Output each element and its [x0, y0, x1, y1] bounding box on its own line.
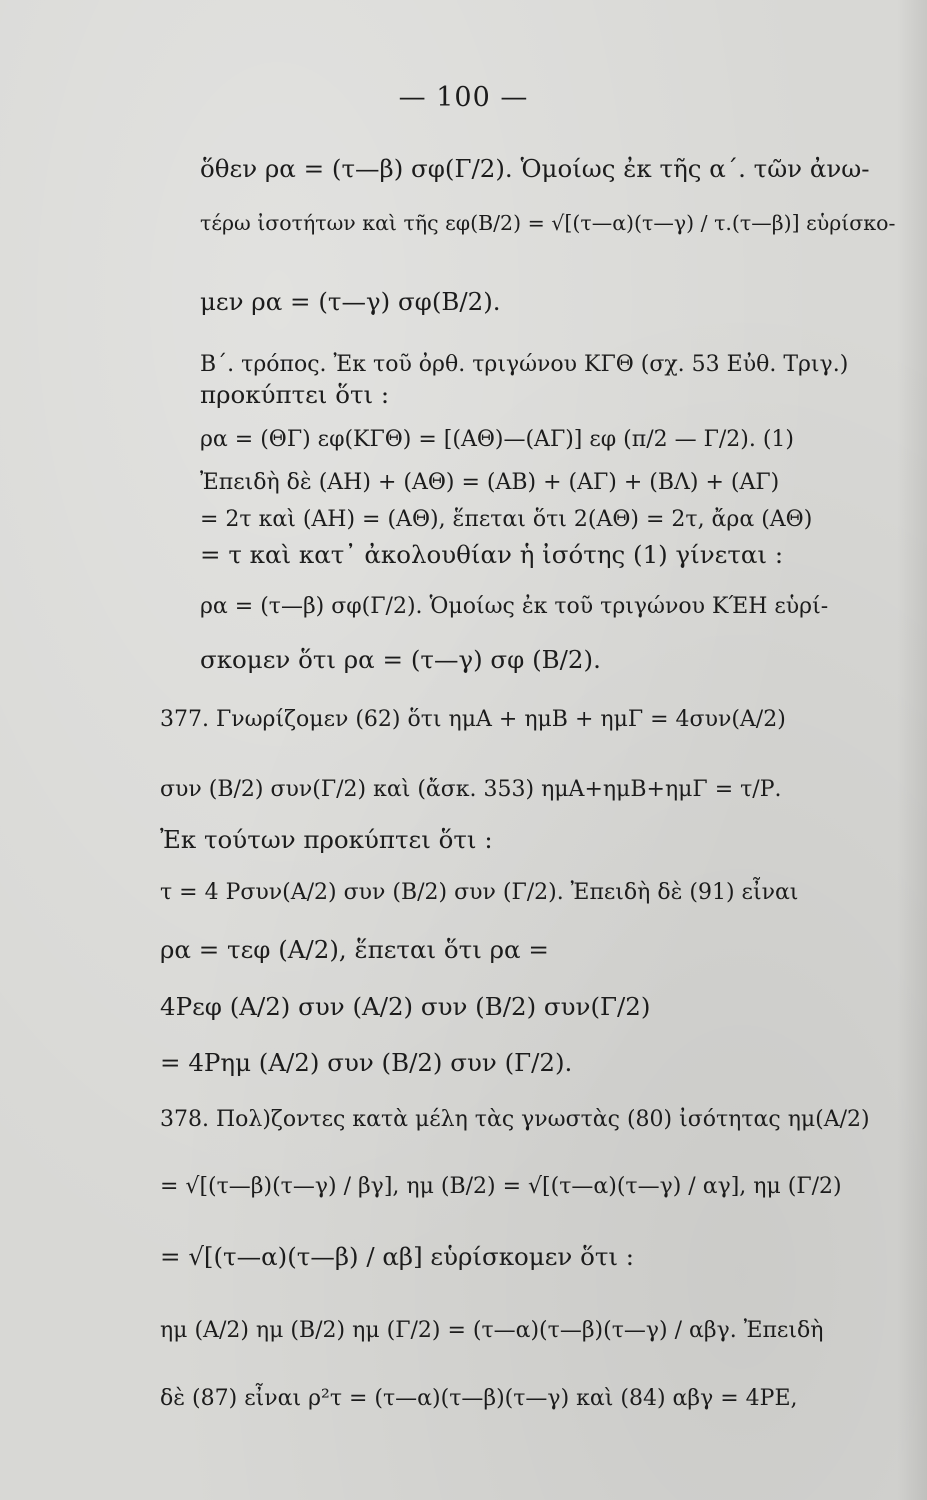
text-line: τέρω ἰσοτήτων καὶ τῆς εφ(Β/2) = √[(τ—α)(τ—γ) / τ.(τ—β)] εὑρίσκο-	[200, 211, 896, 235]
text-line: = √[(τ—α)(τ—β) / αβ] εὑρίσκομεν ὅτι :	[160, 1242, 635, 1271]
page-edge-shadow	[897, 0, 927, 1500]
text-line: σκομεν ὅτι ρα = (τ—γ) σφ (Β/2).	[200, 645, 601, 674]
text-line: τ = 4 Ρσυν(Α/2) συν (Β/2) συν (Γ/2). Ἐπειδὴ δὲ (91) εἶναι	[160, 880, 799, 905]
text-line: 377. Γνωρίζομεν (62) ὅτι ημΑ + ημΒ + ημΓ = 4συν(Α/2)	[160, 707, 786, 732]
text-line: = τ καὶ κατ᾽ ἀκολουθίαν ἡ ἰσότης (1) γίνεται :	[200, 540, 784, 569]
text-line: ὅθεν ρα = (τ—β) σφ(Γ/2). Ὁμοίως ἐκ τῆς α΄. τῶν ἀνω-	[200, 154, 870, 183]
text-line: Ἐκ τούτων προκύπτει ὅτι :	[160, 825, 493, 854]
text-line: ρα = (ΘΓ) εφ(ΚΓΘ) = [(ΑΘ)—(ΑΓ)] εφ (π/2 — Γ/2). (1)	[200, 427, 794, 452]
text-line: ρα = τεφ (Α/2), ἕπεται ὅτι ρα =	[160, 935, 549, 964]
text-line: προκύπτει ὅτι :	[200, 380, 390, 409]
text-line: Β΄. τρόπος. Ἐκ τοῦ ὀρθ. τριγώνου ΚΓΘ (σχ. 53 Εὐθ. Τριγ.)	[200, 352, 849, 377]
text-line: ρα = (τ—β) σφ(Γ/2). Ὁμοίως ἐκ τοῦ τριγώνου ΚΈΗ εὑρί-	[200, 594, 829, 619]
text-line: = 2τ καὶ (ΑΗ) = (ΑΘ), ἕπεται ὅτι 2(ΑΘ) = 2τ, ἄρα (ΑΘ)	[200, 507, 813, 532]
text-line: δὲ (87) εἶναι ρ²τ = (τ—α)(τ—β)(τ—γ) καὶ (84) αβγ = 4ΡΕ,	[160, 1386, 798, 1411]
text-line: συν (Β/2) συν(Γ/2) καὶ (ἄσκ. 353) ημΑ+ημΒ+ημΓ = τ/Ρ.	[160, 777, 782, 802]
text-line: 4Ρεφ (Α/2) συν (Α/2) συν (Β/2) συν(Γ/2)	[160, 992, 651, 1021]
text-line: = √[(τ—β)(τ—γ) / βγ], ημ (Β/2) = √[(τ—α)(τ—γ) / αγ], ημ (Γ/2)	[160, 1174, 842, 1199]
text-line: Ἐπειδὴ δὲ (ΑΗ) + (ΑΘ) = (ΑΒ) + (ΑΓ) + (ΒΛ) + (ΑΓ)	[200, 470, 780, 495]
text-line: ημ (Α/2) ημ (Β/2) ημ (Γ/2) = (τ—α)(τ—β)(τ—γ) / αβγ. Ἐπειδὴ	[160, 1318, 824, 1343]
text-line: 378. Πολ)ζοντες κατὰ μέλη τὰς γνωστὰς (80) ἰσότητας ημ(Α/2)	[160, 1107, 870, 1132]
text-line: = 4Ρημ (Α/2) συν (Β/2) συν (Γ/2).	[160, 1048, 573, 1077]
page-number: — 100 —	[398, 82, 529, 113]
text-line: μεν ρα = (τ—γ) σφ(Β/2).	[200, 287, 501, 316]
